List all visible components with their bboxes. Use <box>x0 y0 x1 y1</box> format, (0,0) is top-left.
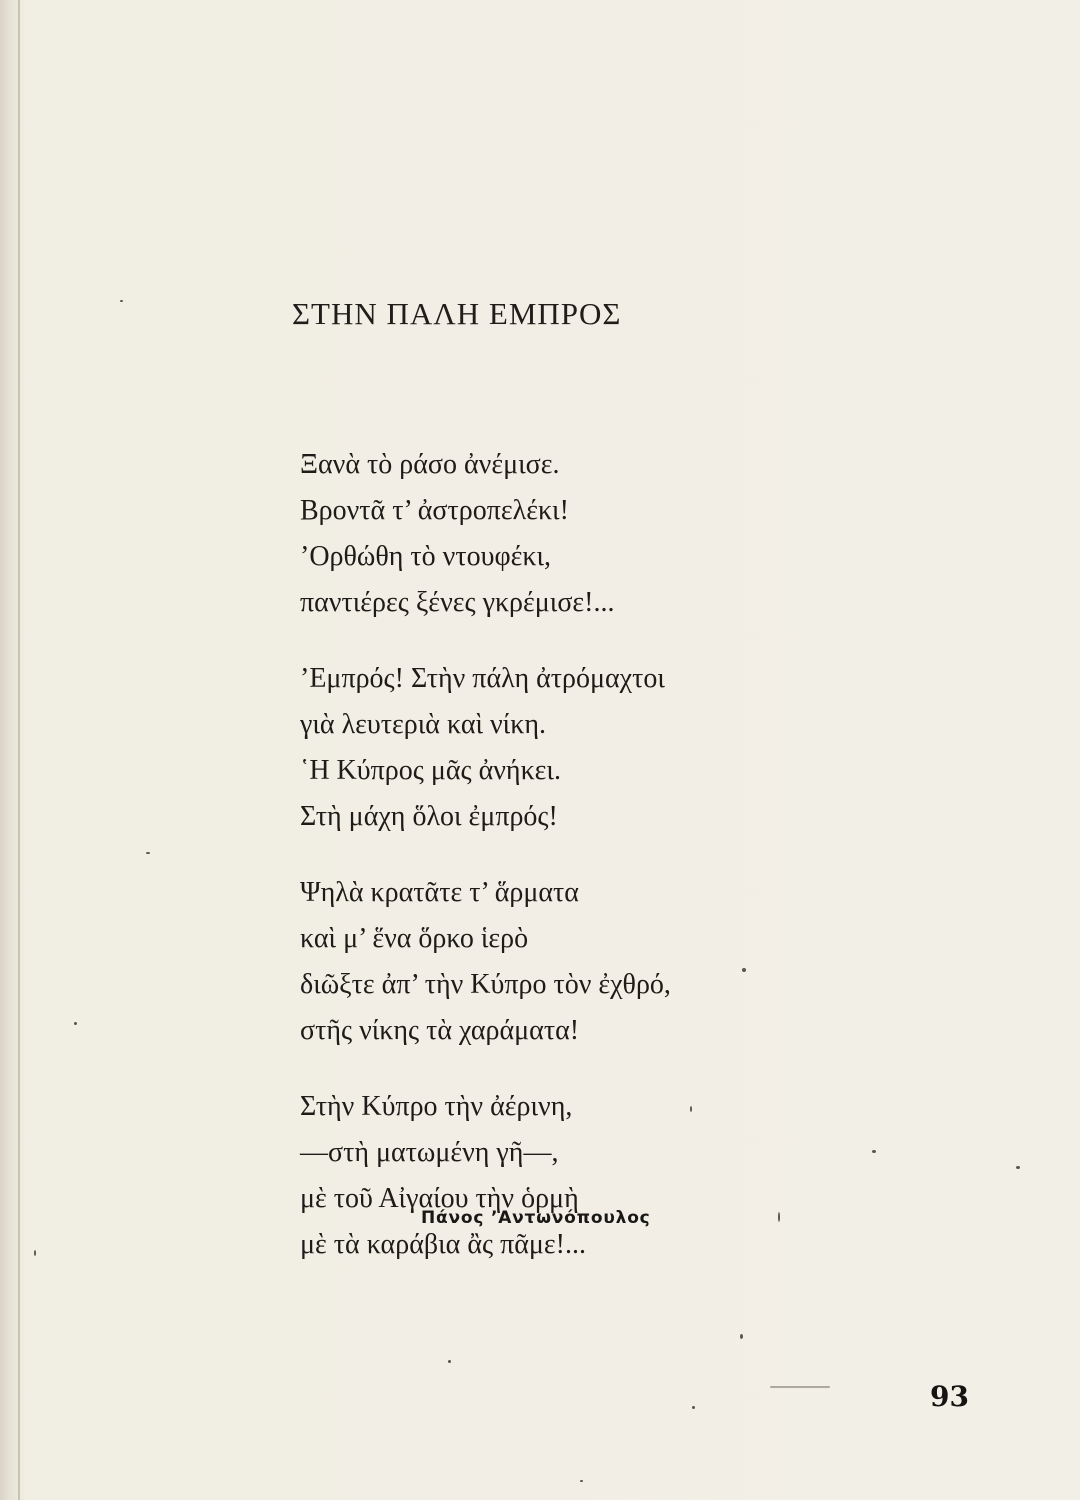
scan-speck <box>34 1250 36 1256</box>
poem-line: Στὴν Κύπρο τὴν ἀέρινη, <box>300 1091 573 1122</box>
poem-line: —στὴ ματωμένη γῆ—, <box>300 1137 559 1168</box>
poem-line: καὶ μ’ ἕνα ὅρκο ἱερὸ <box>300 923 529 954</box>
poem-line: παντιέρες ξένες γκρέμισε!... <box>300 587 615 618</box>
scan-speck <box>740 1334 743 1339</box>
poem-line: μὲ τὰ καράβια ἂς πᾶμε!... <box>300 1229 586 1260</box>
poem-line: γιὰ λευτεριὰ καὶ νίκη. <box>300 709 546 740</box>
scan-speck <box>742 968 746 972</box>
stanza-4 <box>300 1084 820 1268</box>
scan-speck <box>770 1386 830 1388</box>
scan-speck <box>580 1480 583 1482</box>
poem-author: Πάνος ’Αντωνόπουλος <box>421 1208 651 1228</box>
scan-speck <box>778 1212 780 1222</box>
poem-line: Στὴ μάχη ὅλοι ἐμπρός! <box>300 801 558 832</box>
poem-line: διῶξτε ἀπ’ τὴν Κύπρο τὸν ἐχθρό, <box>300 969 671 1000</box>
poem-line: Βροντᾶ τ’ ἀστροπελέκι! <box>300 495 569 526</box>
poem-line: μὲ τοῦ Αἰγαίου τὴν ὁρμὴ <box>300 1183 579 1214</box>
scan-speck <box>146 852 150 854</box>
poem-line: ’Εμπρός! Στὴν πάλη ἀτρόμαχτοι <box>300 663 665 694</box>
poem-line: Ξανὰ τὸ ράσο ἀνέμισε. <box>300 449 560 480</box>
scan-speck <box>120 300 123 302</box>
stanza-3 <box>300 870 820 1054</box>
page-number: 93 <box>930 1380 969 1413</box>
scan-speck <box>1016 1166 1020 1169</box>
poem-line: Ψηλὰ κρατᾶτε τ’ ἅρματα <box>300 877 579 908</box>
scan-speck <box>872 1150 876 1153</box>
poem-line: ’Ορθώθη τὸ ντουφέκι, <box>300 541 552 572</box>
poem-body <box>300 442 820 1298</box>
page-gutter <box>18 0 20 1500</box>
stanza-2 <box>300 656 820 840</box>
poem-line: ῾Η Κύπρος μᾶς ἀνήκει. <box>300 755 561 786</box>
scan-speck <box>74 1022 77 1025</box>
poem-title: ΣΤΗΝ ΠΑΛΗ ΕΜΠΡΟΣ <box>292 296 622 331</box>
stanza-1 <box>300 442 820 626</box>
scan-speck <box>690 1106 692 1112</box>
poem-line: στῆς νίκης τὰ χαράματα! <box>300 1015 580 1046</box>
scan-speck <box>692 1406 695 1409</box>
scan-speck <box>448 1360 451 1363</box>
